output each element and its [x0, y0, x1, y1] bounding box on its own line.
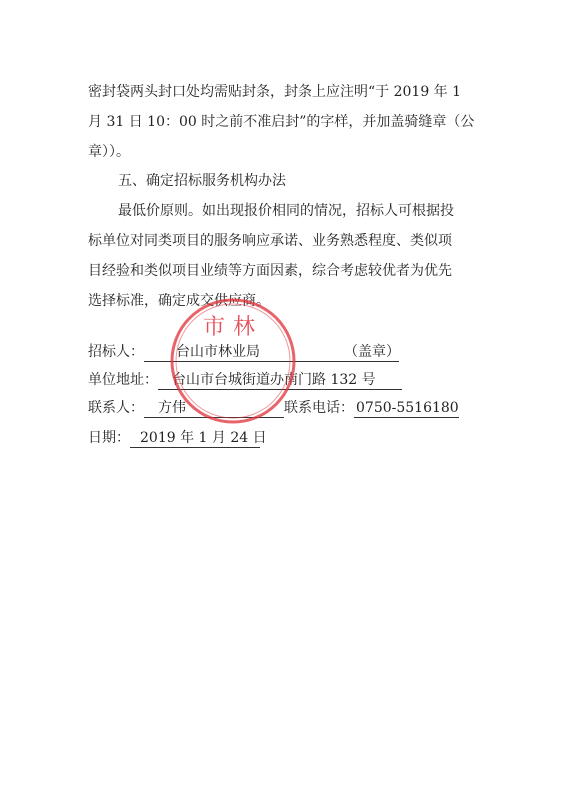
date-label: 日期：: [88, 430, 130, 446]
seal-note: （盖章）: [344, 344, 400, 360]
section5-heading: 五、确定招标服务机构办法: [118, 173, 286, 189]
date-value: 2019 年 1 月 24 日: [130, 429, 260, 448]
section5-line2: 标单位对同类项目的服务响应承诺、业务熟悉程度、类似项: [88, 233, 452, 249]
address-value: 台山市台城街道办南门路 132 号: [158, 371, 402, 390]
para1-line1: 密封袋两头封口处均需贴封条，封条上应注明“于 2019 年 1: [88, 84, 462, 100]
official-seal: [168, 296, 298, 426]
tenderer-label: 招标人：: [88, 344, 144, 360]
section5-line4: 选择标准，确定成交供应商。: [88, 293, 270, 309]
seal-text: 市林: [202, 315, 264, 340]
contact-value: 方伟: [144, 399, 284, 418]
para1-line2: 月 31 日 10：00 时之前不准启封”的字样，并加盖骑缝章（公: [88, 114, 475, 130]
section5-line3: 目经验和类似项目业绩等方面因素，综合考虑较优者为优先: [88, 263, 452, 279]
tenderer-value: 台山市林业局: [176, 344, 260, 360]
contact-label: 联系人：: [88, 400, 144, 416]
section5-line1: 最低价原则。如出现报价相同的情况，招标人可根据投: [118, 203, 454, 219]
phone-label: 联系电话：: [284, 400, 354, 416]
para1-line3: 章））。: [88, 144, 130, 160]
date-row: [88, 429, 267, 448]
phone-value: 0750-5516180: [356, 400, 459, 416]
address-label: 单位地址：: [88, 372, 158, 388]
